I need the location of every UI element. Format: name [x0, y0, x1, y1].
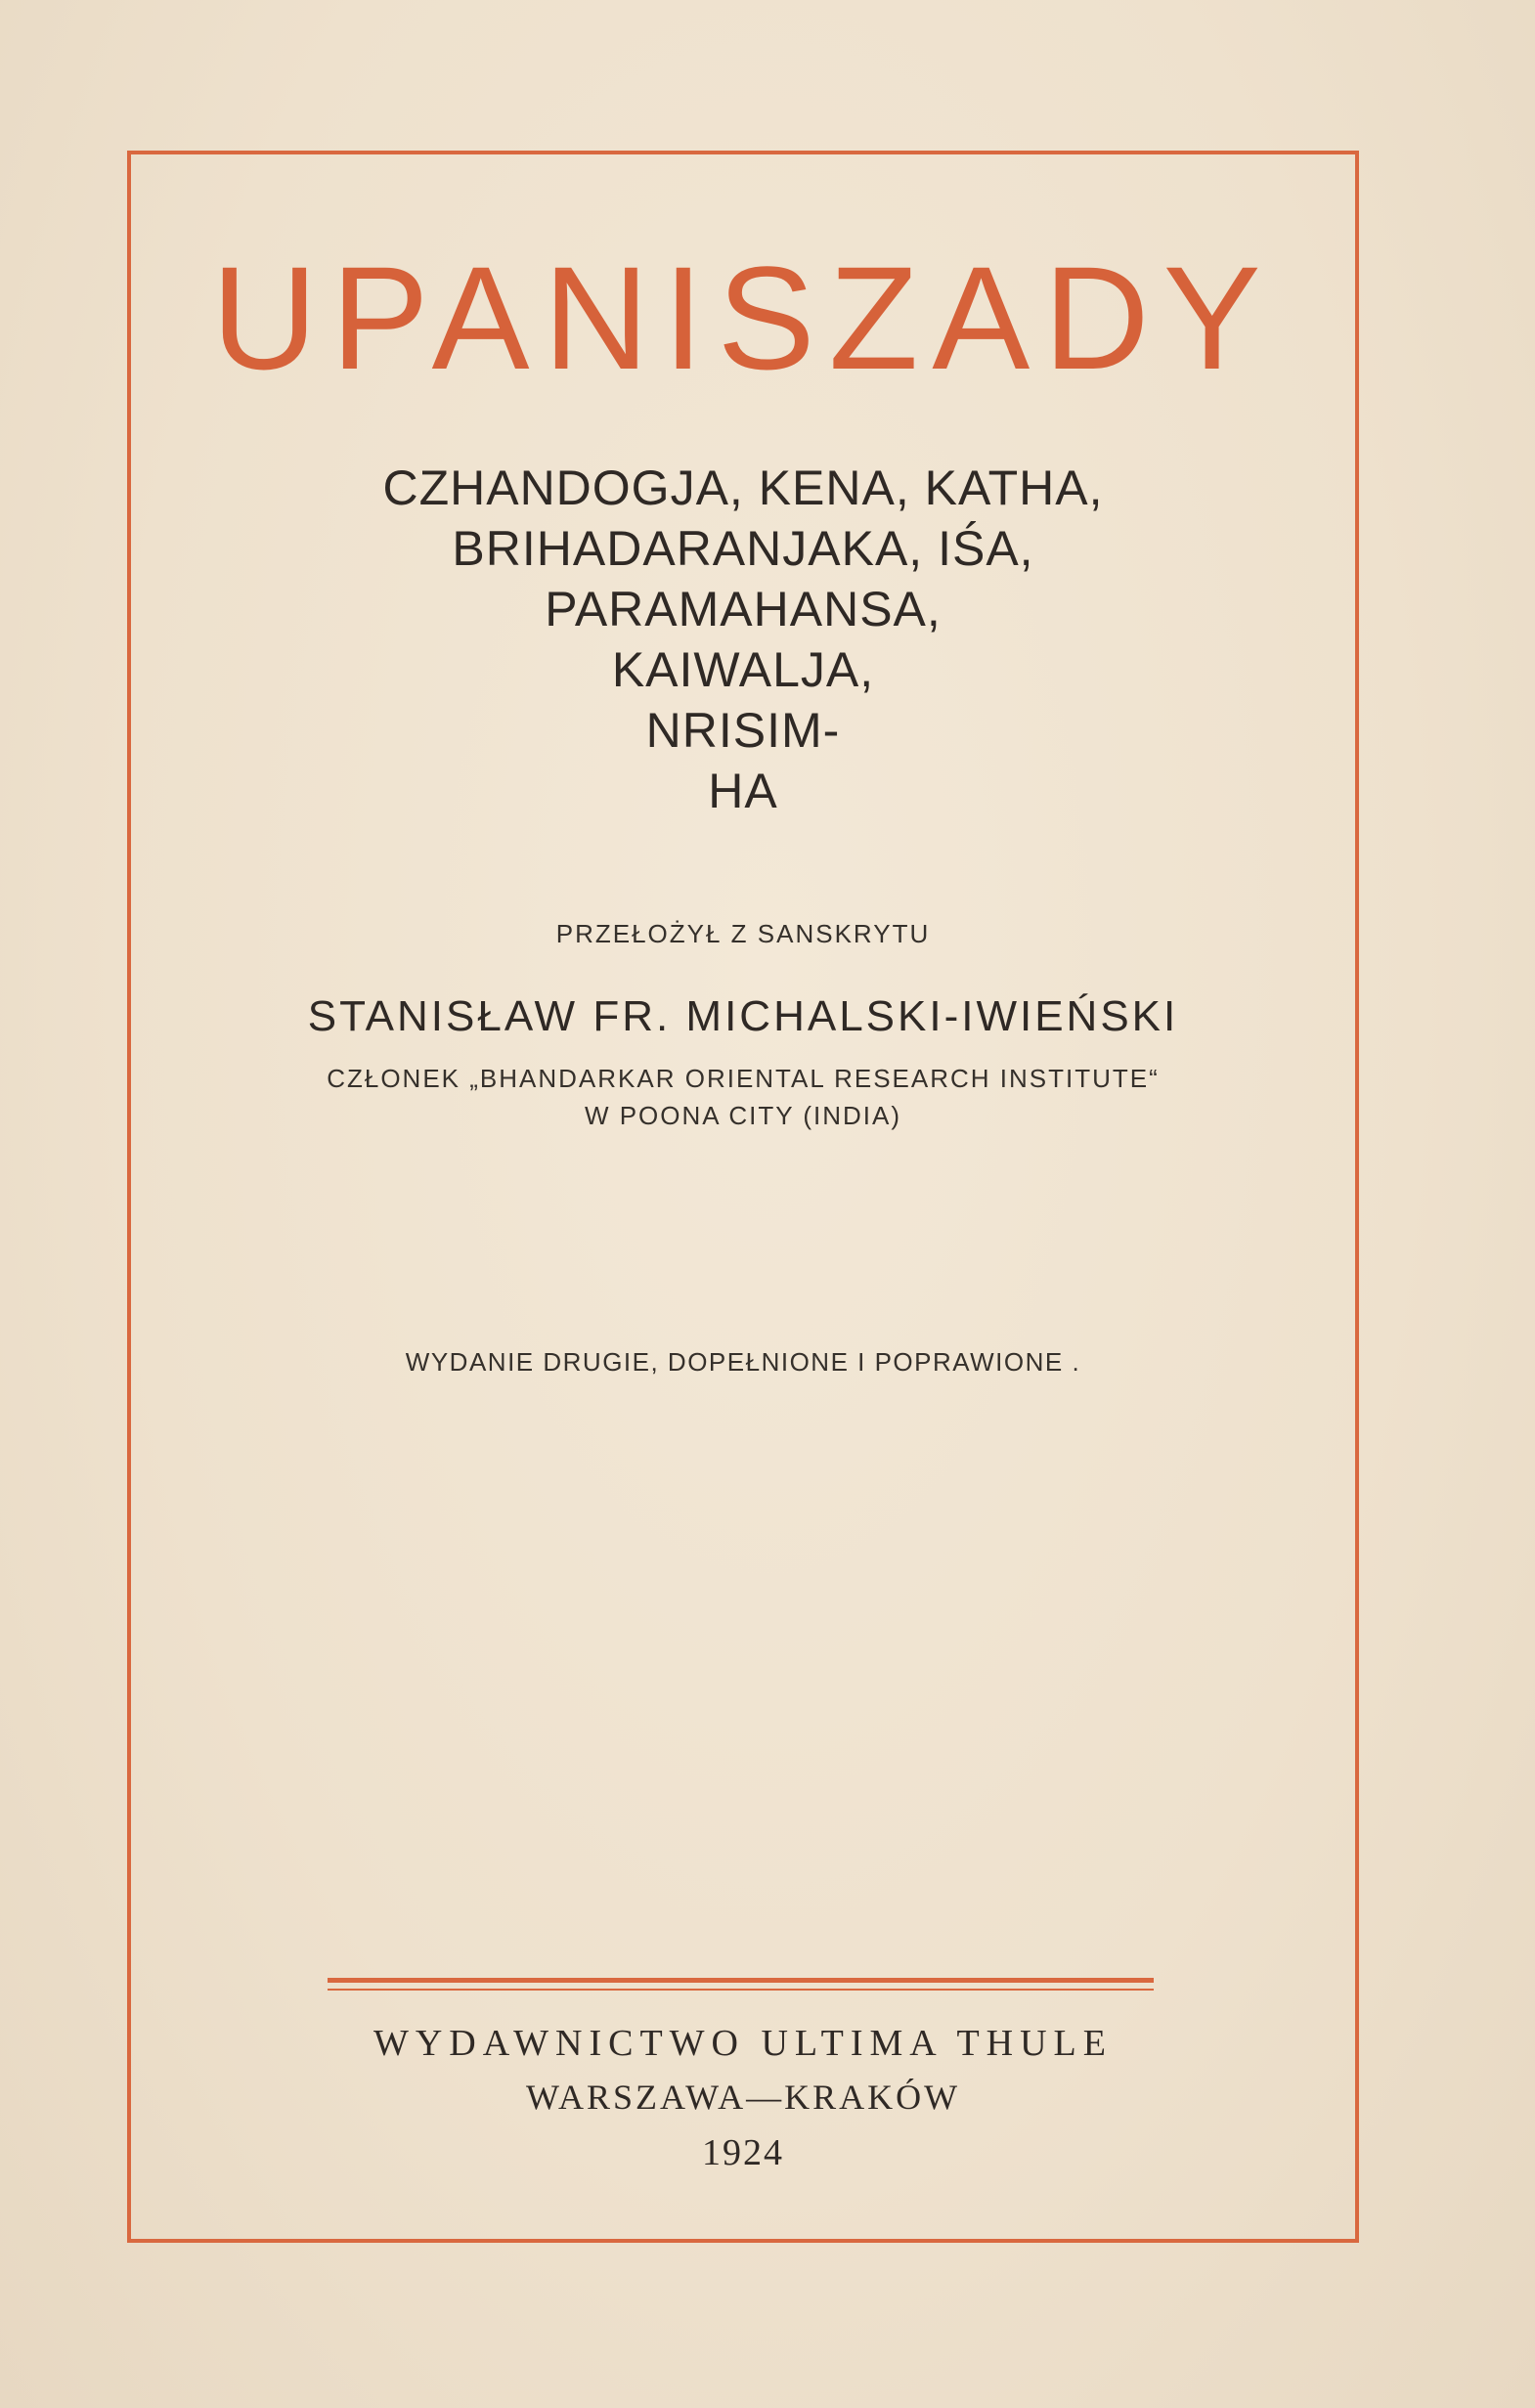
divider-rule-thick	[328, 1978, 1154, 1983]
subtitle-line: BRIHADARANJAKA, IŚA,	[452, 521, 1034, 576]
subtitle-line: KAIWALJA,	[611, 642, 875, 697]
subtitle-block	[127, 458, 1359, 821]
edition-note: WYDANIE DRUGIE, DOPEŁNIONE I POPRAWIONE .	[405, 1347, 1081, 1377]
subtitle-line: NRISIM-	[645, 703, 841, 758]
book-title: UPANISZADY	[211, 236, 1275, 400]
publisher-name: WYDAWNICTWO ULTIMA THULE	[373, 2023, 1113, 2064]
translator-membership	[127, 1060, 1359, 1134]
translated-by-label: PRZEŁOŻYŁ Z SANSKRYTU	[555, 919, 931, 948]
subtitle-line: CZHANDOGJA, KENA, KATHA,	[382, 460, 1104, 515]
publication-city: WARSZAWA—KRAKÓW	[525, 2078, 961, 2117]
translator-name: STANISŁAW FR. MICHALSKI-IWIEŃSKI	[307, 992, 1179, 1040]
membership-line: W POONA CITY (INDIA)	[584, 1101, 902, 1130]
publication-year: 1924	[702, 2132, 784, 2173]
subtitle-line: HA	[708, 764, 778, 818]
divider-rule-thin	[328, 1989, 1154, 1991]
subtitle-line: PARAMAHANSA,	[545, 582, 942, 636]
membership-line: CZŁONEK „BHANDARKAR ORIENTAL RESEARCH INSTITUTE“	[327, 1064, 1160, 1093]
